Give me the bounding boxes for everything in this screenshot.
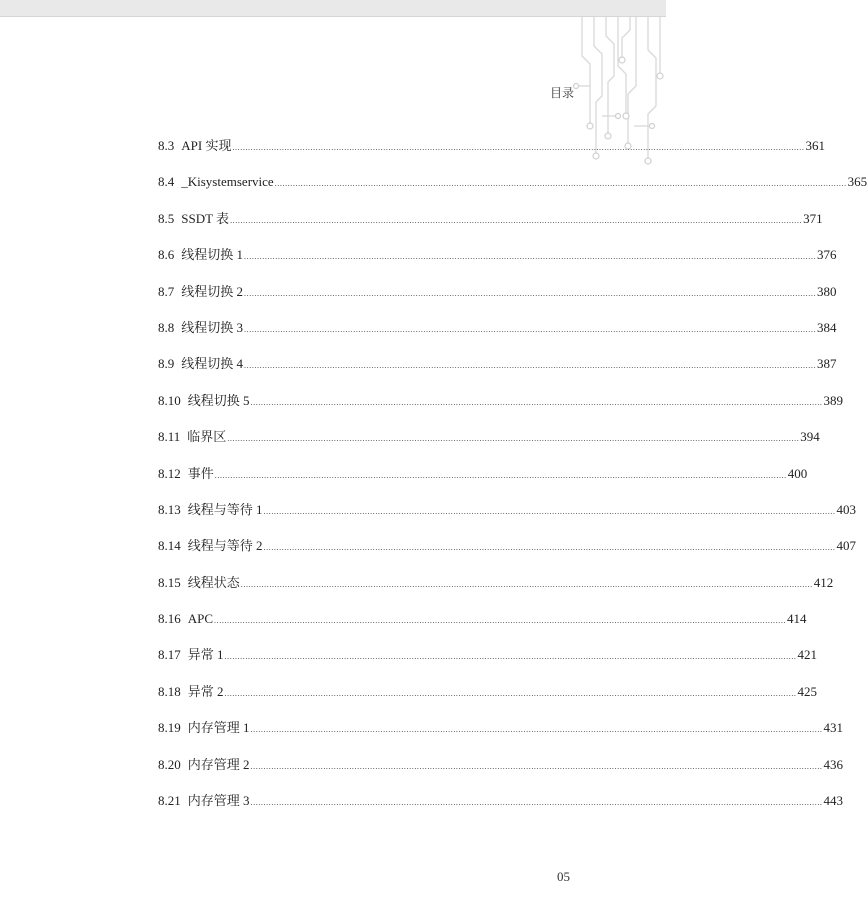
toc-entry-page: 394	[800, 429, 820, 445]
toc-entry-title: 内存管理 2	[187, 756, 250, 772]
toc-entry-page: 431	[823, 720, 844, 736]
toc-entry[interactable]	[158, 608, 807, 644]
toc-entry[interactable]	[158, 572, 834, 608]
toc-entry-title: _Kisystemservice	[181, 174, 274, 190]
page-number: 05	[557, 869, 570, 884]
toc-entry-number: 8.21	[158, 793, 181, 809]
toc-entry[interactable]	[158, 463, 808, 499]
toc-entry[interactable]	[158, 681, 818, 717]
toc-dot-leader: ............................................................................................................................................................................................................................	[250, 761, 823, 771]
toc-entry-title: API 实现	[181, 138, 232, 153]
toc-entry-page: 365	[847, 174, 867, 190]
toc-entry-title: 事件	[187, 465, 214, 481]
toc-entry-page: 412	[813, 574, 834, 590]
toc-entry[interactable]	[158, 535, 857, 571]
toc-entry[interactable]	[158, 171, 867, 207]
toc-entry-number: 8.10	[158, 392, 181, 408]
toc-entry[interactable]	[158, 135, 825, 171]
toc-dot-leader: ............................................................................................................................................................................................................................	[224, 652, 797, 662]
viewer-top-bar	[0, 0, 666, 17]
toc-entry-page: 443	[823, 793, 844, 809]
toc-entry-title: APC	[187, 611, 214, 627]
toc-dot-leader: ............................................................................................................................................................................................................................	[250, 725, 823, 735]
toc-entry-title: 线程切换 3	[181, 319, 244, 335]
toc-entry-number: 8.9	[158, 356, 175, 372]
toc-entry-title: 线程与等待 1	[187, 501, 263, 517]
toc-dot-leader: ............................................................................................................................................................................................................................	[224, 688, 797, 698]
toc-entry[interactable]	[158, 426, 820, 462]
running-header-title: 目录	[549, 86, 574, 100]
toc-dot-leader: ............................................................................................................................................................................................................................	[214, 616, 787, 626]
toc-entry-title: 内存管理 1	[187, 720, 250, 736]
toc-entry-page: 400	[787, 465, 808, 481]
toc-entry[interactable]	[158, 281, 837, 317]
toc-entry-number: 8.16	[158, 611, 181, 627]
toc-entry-number: 8.14	[158, 538, 181, 554]
toc-entry-page: 436	[823, 756, 844, 772]
toc-entry-page: 421	[797, 647, 818, 663]
toc-entry-title: 异常 1	[187, 647, 224, 663]
toc-dot-leader: ............................................................................................................................................................................................................................	[240, 579, 813, 589]
toc-dot-leader: ............................................................................................................................................................................................................................	[214, 470, 787, 480]
toc-entry-number: 8.4	[158, 174, 175, 190]
toc-entry-page: 376	[817, 247, 837, 263]
toc-dot-leader: ............................................................................................................................................................................................................................	[230, 215, 803, 225]
toc-entry-title: 线程切换 1	[181, 247, 244, 263]
toc-entry-number: 8.20	[158, 756, 181, 772]
toc-entry-number: 8.13	[158, 501, 181, 517]
toc-entry-title: SSDT 表	[181, 210, 230, 226]
toc-entry-number: 8.5	[158, 210, 175, 226]
toc-dot-leader: ............................................................................................................................................................................................................................	[244, 252, 817, 262]
toc-entry-page: 425	[797, 683, 818, 699]
toc-entry-title: 线程切换 5	[187, 392, 250, 408]
toc-entry[interactable]	[158, 208, 823, 244]
toc-entry-number: 8.7	[158, 283, 175, 299]
toc-entry-page: 407	[836, 538, 857, 554]
toc-entry[interactable]	[158, 244, 837, 280]
toc-entry-number: 8.11	[158, 429, 181, 445]
toc-entry-title: 临界区	[187, 429, 227, 445]
toc-entry-number: 8.19	[158, 720, 181, 736]
toc-entry-number: 8.3	[158, 138, 175, 153]
toc-dot-leader: ............................................................................................................................................................................................................................	[274, 179, 847, 189]
toc-entry[interactable]	[158, 390, 844, 426]
toc-entry-number: 8.18	[158, 683, 181, 699]
toc-entry-page: 361	[805, 138, 825, 153]
toc-entry-title: 异常 2	[187, 683, 224, 699]
toc-entry-number: 8.8	[158, 319, 175, 335]
toc-entry-title: 内存管理 3	[187, 793, 250, 809]
toc-entry-page: 389	[823, 392, 844, 408]
toc-entry[interactable]	[158, 499, 857, 535]
toc-dot-leader: ............................................................................................................................................................................................................................	[263, 543, 836, 553]
toc-entry-number: 8.17	[158, 647, 181, 663]
toc-entry[interactable]	[158, 353, 837, 389]
toc-dot-leader: ............................................................................................................................................................................................................................	[232, 143, 805, 152]
toc-dot-leader: ............................................................................................................................................................................................................................	[227, 434, 800, 444]
toc-dot-leader: ............................................................................................................................................................................................................................	[244, 361, 817, 371]
toc-entry-page: 371	[803, 210, 823, 226]
toc-entry-page: 403	[836, 501, 857, 517]
toc-entry-page: 384	[817, 319, 837, 335]
table-of-contents	[158, 135, 867, 826]
toc-dot-leader: ............................................................................................................................................................................................................................	[250, 798, 823, 808]
toc-entry-number: 8.15	[158, 574, 181, 590]
toc-entry-page: 414	[787, 611, 807, 627]
toc-entry[interactable]	[158, 717, 844, 753]
toc-entry[interactable]	[158, 754, 844, 790]
toc-dot-leader: ............................................................................................................................................................................................................................	[250, 397, 823, 407]
toc-entry-title: 线程切换 4	[181, 356, 244, 372]
toc-entry-number: 8.12	[158, 465, 181, 481]
toc-entry-title: 线程与等待 2	[187, 538, 263, 554]
toc-entry[interactable]	[158, 317, 837, 353]
toc-entry-number: 8.6	[158, 247, 175, 263]
toc-entry-title: 线程切换 2	[181, 283, 244, 299]
toc-dot-leader: ............................................................................................................................................................................................................................	[244, 288, 817, 298]
toc-dot-leader: ............................................................................................................................................................................................................................	[244, 324, 817, 334]
toc-entry-title: 线程状态	[187, 574, 240, 590]
toc-dot-leader: ............................................................................................................................................................................................................................	[263, 506, 836, 516]
toc-entry[interactable]	[158, 790, 844, 826]
toc-entry-page: 387	[817, 356, 837, 372]
toc-entry[interactable]	[158, 644, 818, 680]
toc-entry-page: 380	[817, 283, 837, 299]
